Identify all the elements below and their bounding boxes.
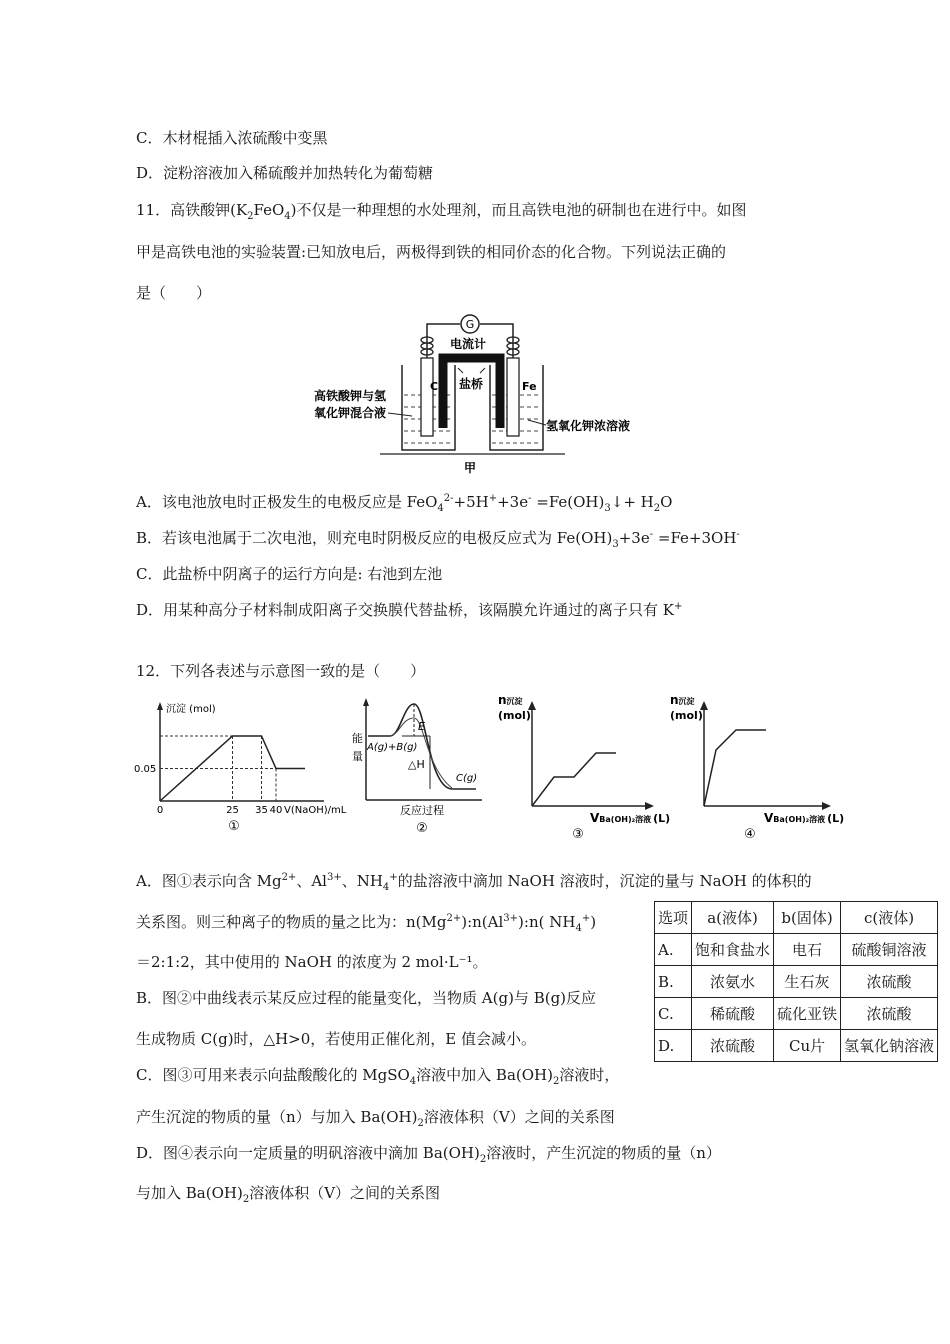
sup: 3+ [326,872,342,883]
y-axis-unit: (mol) [498,709,531,722]
sub: 2 [479,1154,487,1165]
salt-bridge [443,358,500,428]
right-electrode-label: Fe [522,380,537,393]
text: 溶液体积（V）之间的关系图 [423,1108,615,1126]
text: A．该电池放电时正极发生的电极反应是 FeO [136,493,438,511]
enthalpy-label: △H [408,758,425,771]
text: C．图③可用来表示向盐酸酸化的 MgSO [136,1066,410,1084]
text: 溶液中加入 Ba(OH) [416,1066,553,1084]
q12-option-d-line2 [136,1183,440,1203]
y-axis-label-1: 能 [352,732,363,745]
sup: + [674,601,683,612]
text: +5H [453,493,489,511]
text: D．用某种高分子材料制成阳离子交换膜代替盐桥，该隔膜允许通过的离子只有 K [136,601,675,619]
x-axis-label: 反应过程 [400,804,444,817]
iron-electrode [507,358,519,436]
text: ):n(Al [461,913,504,931]
text: A．图①表示向含 Mg [136,872,282,890]
table-cell: 饱和食盐水 [692,934,774,966]
guide-lines [160,736,276,801]
q12-option-b-line1: B．图②中曲线表示某反应过程的能量变化，当物质 A(g)与 B(g)反应 [136,989,597,1007]
sub: 2 [552,1076,560,1087]
sub: 2 [417,1118,424,1129]
table-row [655,966,938,998]
text: 溶液体积（V）之间的关系图 [249,1184,441,1202]
left-electrode-label: C [430,380,439,393]
table-cell: 硫化亚铁 [774,998,841,1030]
table-cell: 硫酸铜溶液 [841,934,938,966]
q12-option-c-line2 [136,1107,615,1127]
text: )不仅是一种理想的水处理剂，而且高铁电池的研制也在进行中。如图 [290,201,747,219]
product-label: C(g) [456,773,478,784]
figure-2-energy-diagram [352,698,487,838]
y-axis-label-2: 量 [352,750,363,763]
y-axis-label [498,693,523,707]
text: 溶液时，产生沉淀的物质的量（n） [486,1144,721,1162]
activation-energy-label: E [418,720,425,733]
table-cell: 浓硫酸 [841,998,938,1030]
v: V [764,811,774,825]
table-cell: 电石 [774,934,841,966]
y-axis-label: 沉淀 (mol) [166,704,216,715]
x-tick-label: 35 [255,805,268,816]
table-row [655,1030,938,1062]
table-header: c(液体) [841,902,938,934]
figure-1-chart [134,698,347,838]
sub: 沉淀 [678,697,695,706]
text: 的盐溶液中滴加 NaOH 溶液时，沉淀的量与 NaOH 的体积的 [397,872,812,890]
sub: 2 [653,503,661,514]
table-cell: C. [655,998,692,1030]
q12-option-a-line1 [136,871,812,891]
figure-3-chart [494,688,669,843]
figure-4-chart [666,688,850,843]
sub: 4 [409,1076,417,1087]
sup: + [581,913,591,924]
x-axis-label: V(NaOH)/mL [284,805,347,816]
battery-apparatus-figure [300,310,660,480]
figure-number: ② [416,821,428,836]
sub: 4 [382,882,390,893]
galvanometer-letter: G [465,318,475,331]
text: 产生沉淀的物质的量（n）与加入 Ba(OH) [136,1108,418,1126]
table-cell: 浓氨水 [692,966,774,998]
q10-option-d: D．淀粉溶液加入稀硫酸并加热转化为葡萄糖 [136,164,434,182]
sup: - [528,493,532,504]
sub: 2 [247,211,254,222]
right-solution-label: 氢氧化钾浓溶液 [546,419,631,433]
x-tick-label: 0 [156,805,164,816]
sub: 3 [612,539,619,550]
n: n [670,693,679,707]
text: ) [590,913,597,931]
precipitate-curve [704,730,766,806]
text: FeO [253,201,285,219]
q10-option-c: C．木材棍插入浓硫酸中变黑 [136,129,328,147]
text: B．若该电池属于二次电池，则充电时阴极反应的电极反应式为 Fe(OH) [136,529,613,547]
x-tick-label: 40 [269,805,283,816]
y-tick-label: 0.05 [134,764,157,775]
v: V [590,811,600,825]
table-header: b(固体) [774,902,841,934]
figure-number: ④ [744,827,756,842]
sub: 4 [575,923,582,934]
q11-stem-line1 [136,200,747,220]
sub: 4 [284,211,291,222]
table-cell: A. [655,934,692,966]
text: 、Al [296,872,327,890]
table-cell: Cu片 [774,1030,841,1062]
sup: + [488,493,498,504]
table-cell: 稀硫酸 [692,998,774,1030]
sub: Ba(OH)₂溶液 [773,815,826,824]
salt-bridge-label: 盐桥 [458,377,484,391]
q12-option-b-line2: 生成物质 C(g)时，△H>0，若使用正催化剂，E 值会减小。 [136,1030,536,1048]
figure-number: ③ [572,827,584,842]
text: +3e [618,529,650,547]
sub: 3 [604,503,611,514]
unit: (L) [827,812,845,825]
table-header: a(液体) [692,902,774,934]
y-axis-unit: (mol) [670,709,703,722]
x-axis-label [764,811,844,825]
sup: 2+ [446,913,462,924]
table-cell: 氢氧化钠溶液 [841,1030,938,1062]
sub: 沉淀 [506,697,523,706]
q11-option-c: C．此盐桥中阴离子的运行方向是: 右池到左池 [136,565,443,583]
q11-option-a [136,492,672,512]
meter-label: 电流计 [449,337,487,351]
text: O [660,493,673,511]
table-header-row [655,902,938,934]
table-row [655,934,938,966]
y-axis-label [670,693,695,707]
table-header: 选项 [655,902,692,934]
table-cell: 浓硫酸 [841,966,938,998]
text: ):n( NH [518,913,576,931]
left-solution-label-1: 高铁酸钾与氢 [314,389,387,403]
text: =Fe+3OH [653,529,737,547]
text: 关系图。则三种离子的物质的量之比为：n(Mg [136,913,447,931]
q12-option-a-line2 [136,912,596,932]
reactants-label: A(g)+B(g) [367,742,418,753]
table-cell: D. [655,1030,692,1062]
x-tick-label: 25 [226,805,239,816]
figure-number: ① [228,819,240,834]
sub: 2 [242,1194,250,1205]
q11-option-d [136,600,682,620]
text: =Fe(OH) [531,493,605,511]
sup: 3+ [503,913,519,924]
left-solution-label-2: 氧化钾混合液 [314,406,387,420]
q12-stem: 12．下列各表述与示意图一致的是（ ） [136,662,426,680]
q11-stem-line2: 甲是高铁电池的实验装置:已知放电后，两极得到铁的相同价态的化合物。下列说法正确的 [136,243,727,261]
q11-stem-line3: 是（ ） [136,284,212,302]
q12-option-a-line3: ＝2:1:2，其中使用的 NaOH 的浓度为 2 mol·L⁻¹。 [136,953,488,971]
sup: + [389,872,398,883]
carbon-electrode [421,358,433,436]
text: 与加入 Ba(OH) [136,1184,243,1202]
text: ↓+ H [610,493,654,511]
table-cell: 浓硫酸 [692,1030,774,1062]
q12-option-c-line1 [136,1065,619,1085]
sup: - [736,529,740,540]
table-row [655,998,938,1030]
text: D．图④表示向一定质量的明矾溶液中滴加 Ba(OH) [136,1144,480,1162]
text: 溶液时， [559,1066,620,1084]
n: n [498,693,507,707]
q12-option-d-line1 [136,1143,721,1163]
sub: Ba(OH)₂溶液 [599,815,652,824]
options-table [654,901,938,1062]
sup: 2+ [281,872,297,883]
sup: 2- [443,493,454,504]
sub: 4 [437,503,444,514]
figure-caption: 甲 [463,461,477,475]
table-cell: B. [655,966,692,998]
sup: - [649,529,654,540]
text: 、NH [341,872,383,890]
table-cell: 生石灰 [774,966,841,998]
text: +3e [497,493,529,511]
text: 11．高铁酸钾(K [136,201,248,219]
unit: (L) [653,812,671,825]
precipitate-curve [532,753,616,806]
q11-option-b [136,528,740,548]
x-axis-label [590,811,670,825]
